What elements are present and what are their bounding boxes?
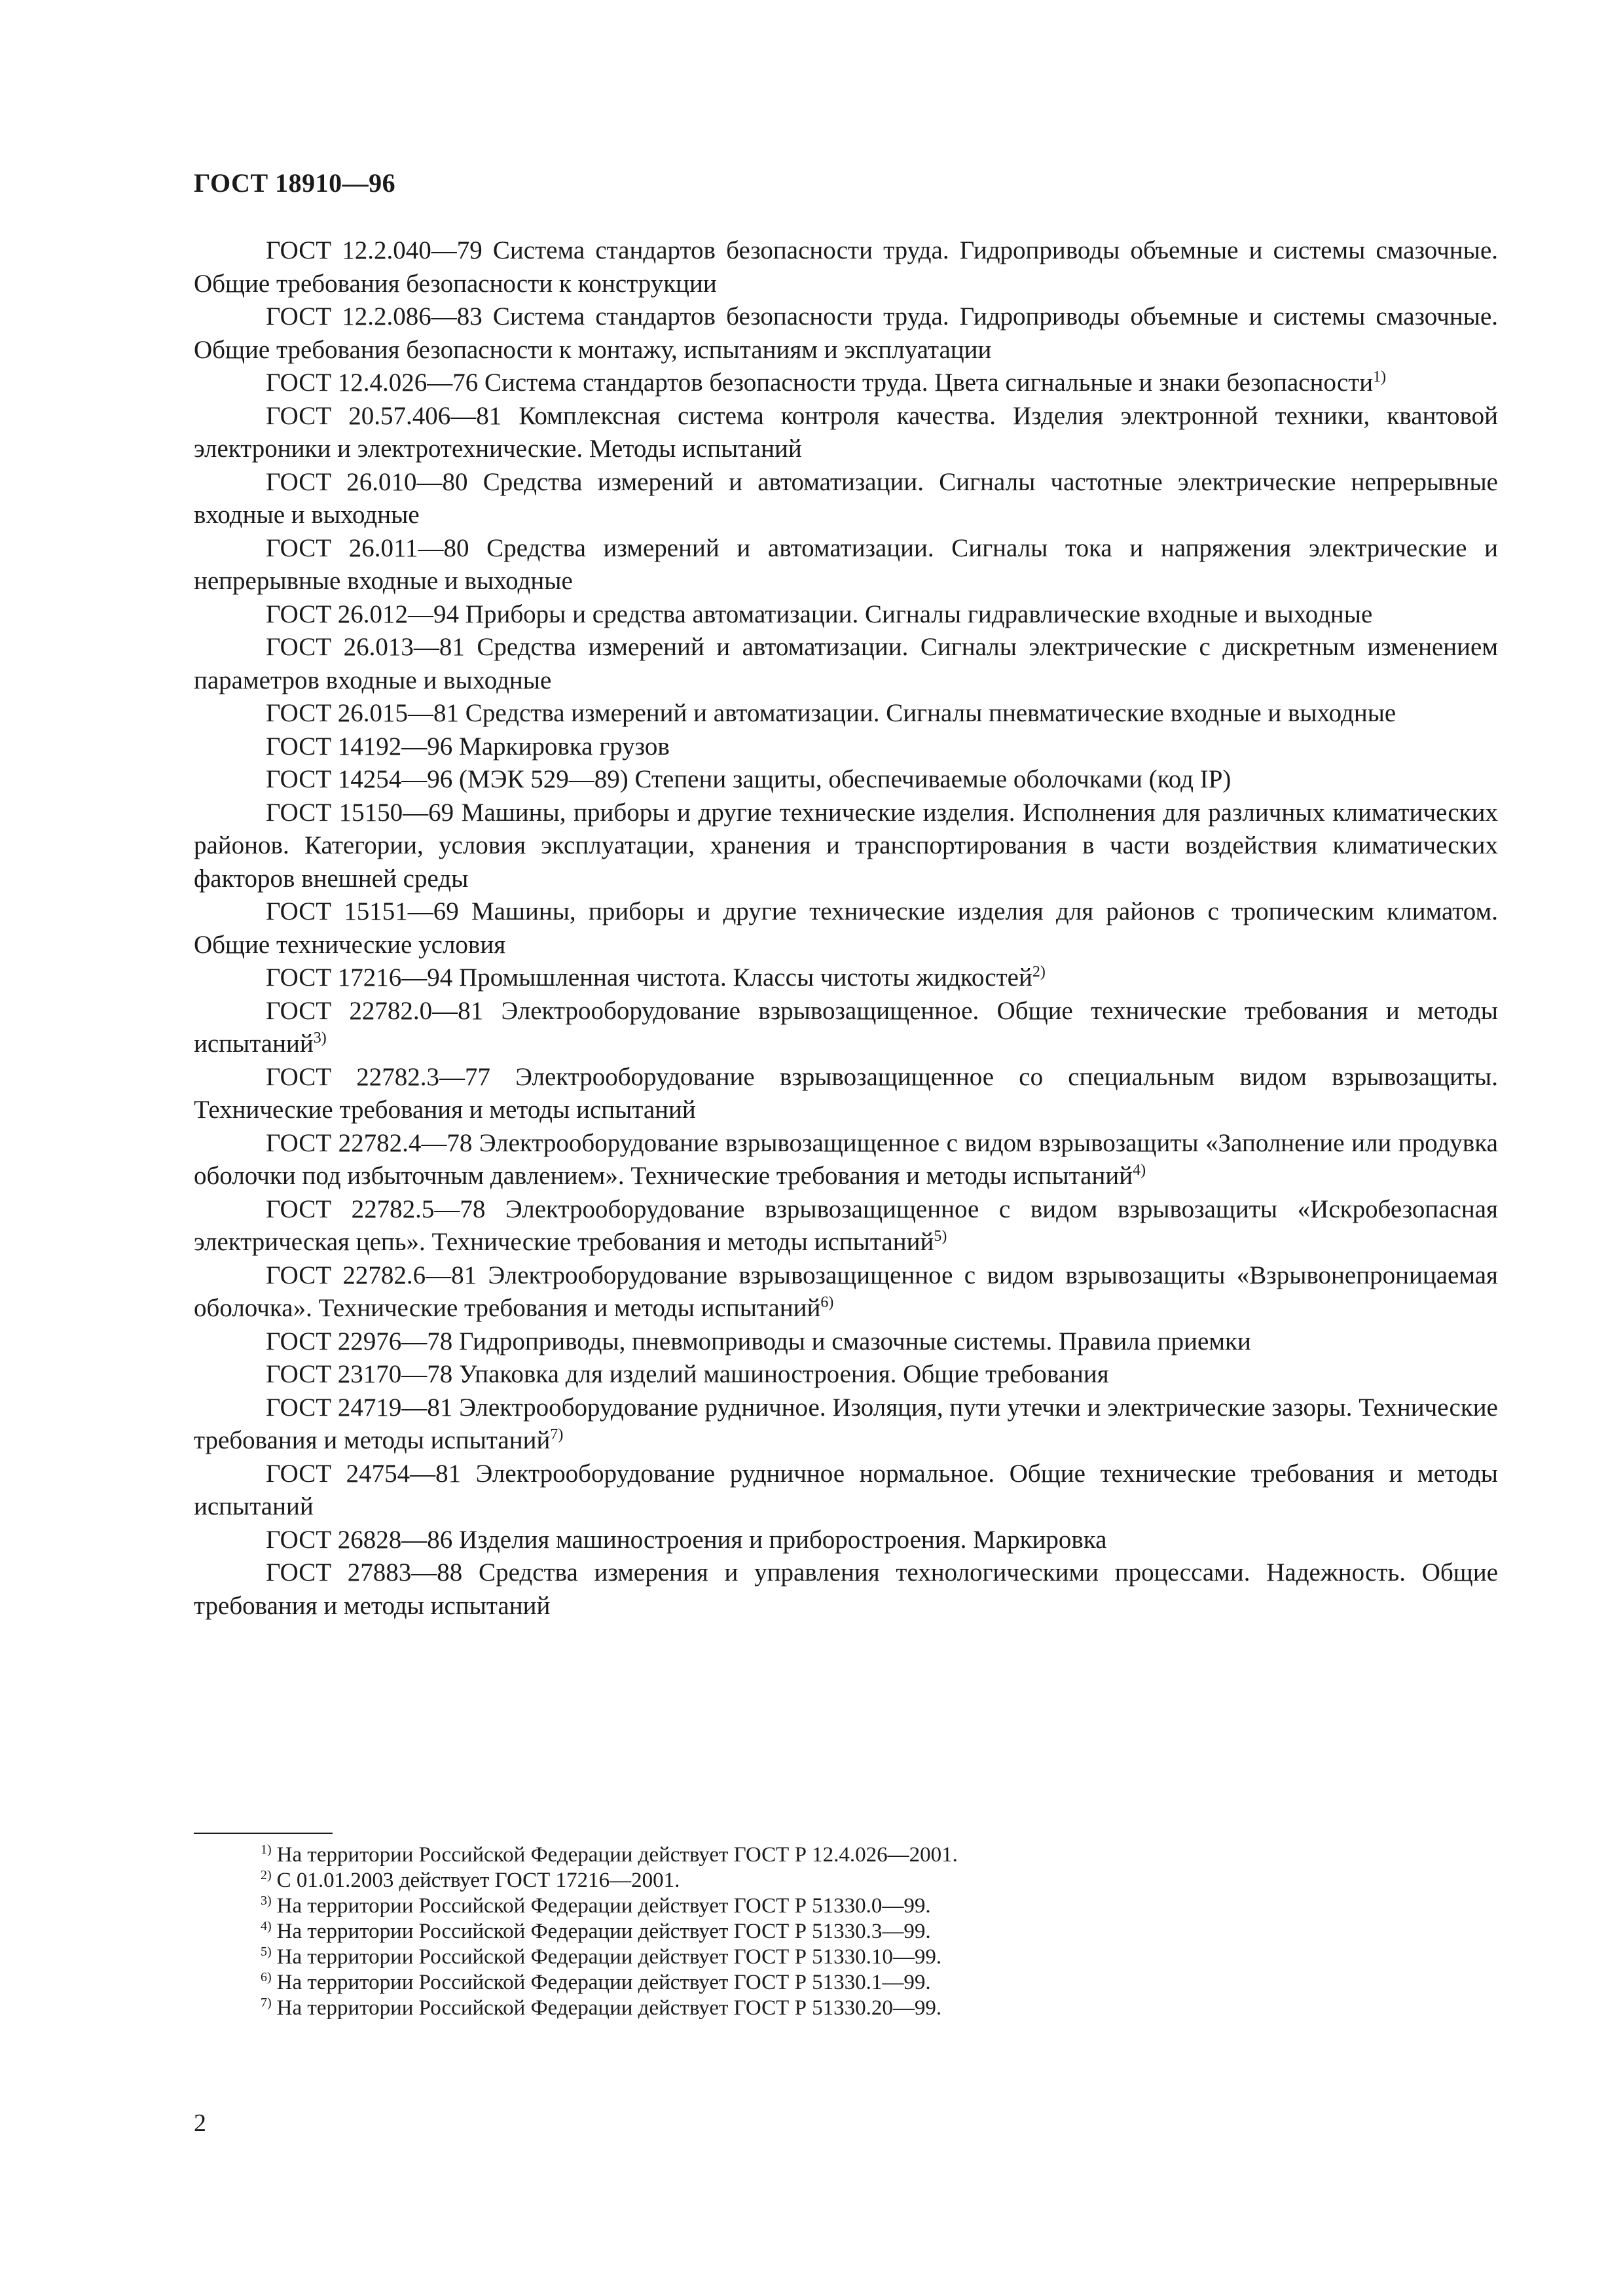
footnote-mark: 3) [261,1893,272,1908]
reference-entry: ГОСТ 26828—86 Изделия машиностроения и приборостроения. Маркировка [266,1525,1107,1554]
footnotes [194,1842,1498,2021]
footnote-mark: 6) [261,1970,272,1984]
reference-entry: ГОСТ 24754—81 Электрооборудование рудничное нормальное. Общие технические требования и методы испытаний [194,1459,1498,1520]
footnote: $^{4)}$ На территории Российской Федерации действует ГОСТ Р 51330.3—99. [261,1919,931,1943]
reference-entry: ГОСТ 17216—94 Промышленная чистота. Классы чистоты жидкостей$^{2)}$ [266,963,1046,992]
reference-entry: ГОСТ 22976—78 Гидроприводы, пневмоприводы и смазочные системы. Правила приемки [266,1327,1251,1355]
reference-entry: ГОСТ 12.2.086—83 Система стандартов безопасности труда. Гидроприводы объемные и системы смазочные. Общие требования безопасности к монтажу, испытаниям и эксплуатации [194,302,1498,364]
reference-entry: ГОСТ 20.57.406—81 Комплексная система контроля качества. Изделия электронной техники, квантовой электроники и электротехнические. Методы испытаний [194,401,1498,463]
footnote: $^{6)}$ На территории Российской Федерации действует ГОСТ Р 51330.1—99. [261,1970,931,1994]
footnote-mark: 5) [261,1945,272,1959]
footnote-ref: 2) [1032,963,1046,980]
reference-entry: ГОСТ 22782.6—81 Электрооборудование взрывозащищенное с видом взрывозащиты «Взрывонепроницаемая оболочка». Технические требования и методы испытаний$^{6)}$ [194,1261,1498,1322]
footnote-ref: 4) [1133,1162,1146,1179]
footnote: $^{3)}$ На территории Российской Федерации действует ГОСТ Р 51330.0—99. [261,1893,931,1918]
footnote-ref: 6) [820,1294,834,1311]
footnote-mark: 2) [261,1868,272,1882]
reference-entry: ГОСТ 24719—81 Электрооборудование рудничное. Изоляция, пути утечки и электрические зазоры. Технические требования и методы испытаний$^{7)}$ [194,1393,1498,1454]
footnote-mark: 7) [261,1996,272,2010]
reference-entry: ГОСТ 22782.3—77 Электрооборудование взрывозащищенное со специальным видом взрывозащиты. Технические требования и методы испытаний [194,1062,1498,1124]
reference-entry: ГОСТ 12.4.026—76 Система стандартов безопасности труда. Цвета сигнальные и знаки безопасности$^{1)}$ [266,368,1387,397]
footnote-ref: 3) [313,1030,327,1047]
reference-entry: ГОСТ 22782.0—81 Электрооборудование взрывозащищенное. Общие технические требования и методы испытаний$^{3)}$ [194,996,1498,1058]
reference-entry: ГОСТ 26.011—80 Средства измерений и автоматизации. Сигналы тока и напряжения электрические и непрерывные входные и выходные [194,533,1498,595]
reference-entry: ГОСТ 23170—78 Упаковка для изделий машиностроения. Общие требования [266,1360,1109,1388]
footnote: $^{2)}$ С 01.01.2003 действует ГОСТ 17216—2001. [261,1868,680,1892]
page-number: 2 [194,2109,206,2137]
footnote-separator [194,1833,333,1834]
footnote: $^{7)}$ На территории Российской Федерации действует ГОСТ Р 51330.20—99. [261,1996,942,2020]
reference-entry: ГОСТ 15151—69 Машины, приборы и другие технические изделия для районов с тропическим климатом. Общие технические условия [194,897,1498,959]
reference-entry: ГОСТ 14254—96 (МЭК 529—89) Степени защиты, обеспечиваемые оболочками (код IP) [266,765,1231,793]
reference-entry: ГОСТ 26.010—80 Средства измерений и автоматизации. Сигналы частотные электрические непрерывные входные и выходные [194,467,1498,529]
reference-entry: ГОСТ 14192—96 Маркировка грузов [266,732,670,761]
reference-entry: ГОСТ 15150—69 Машины, приборы и другие технические изделия. Исполнения для различных климатических районов. Категории, условия эксплуатации, хранения и транспортирования в части воздействия климатических факторов внешней среды [194,798,1498,893]
footnote-ref: 1) [1373,368,1387,386]
reference-entry: ГОСТ 22782.4—78 Электрооборудование взрывозащищенное с видом взрывозащиты «Заполнение или продувка оболочки под избыточным давлением». Технические требования и методы испытаний$^{4)}$ [194,1128,1498,1190]
reference-entry: ГОСТ 12.2.040—79 Система стандартов безопасности труда. Гидроприводы объемные и системы смазочные. Общие требования безопасности к конструкции [194,236,1498,298]
reference-list [194,234,1498,1623]
footnote-ref: 7) [550,1426,564,1443]
reference-entry: ГОСТ 26.015—81 Средства измерений и автоматизации. Сигналы пневматические входные и выходные [266,699,1396,727]
footnote-ref: 5) [934,1228,947,1245]
reference-entry: ГОСТ 27883—88 Средства измерения и управления технологическими процессами. Надежность. Общие требования и методы испытаний [194,1558,1498,1620]
reference-entry: ГОСТ 26.012—94 Приборы и средства автоматизации. Сигналы гидравлические входные и выходные [266,600,1373,628]
footnote-mark: 4) [261,1919,272,1933]
document-header: ГОСТ 18910—96 [194,168,396,198]
reference-entry: ГОСТ 26.013—81 Средства измерений и автоматизации. Сигналы электрические с дискретным изменением параметров входные и выходные [194,633,1498,694]
footnote: $^{5)}$ На территории Российской Федерации действует ГОСТ Р 51330.10—99. [261,1945,942,1969]
reference-entry: ГОСТ 22782.5—78 Электрооборудование взрывозащищенное с видом взрывозащиты «Искробезопасная электрическая цепь». Технические требования и методы испытаний$^{5)}$ [194,1194,1498,1256]
footnote-mark: 1) [261,1842,272,1857]
footnote: $^{1)}$ На территории Российской Федерации действует ГОСТ Р 12.4.026—2001. [261,1842,958,1867]
